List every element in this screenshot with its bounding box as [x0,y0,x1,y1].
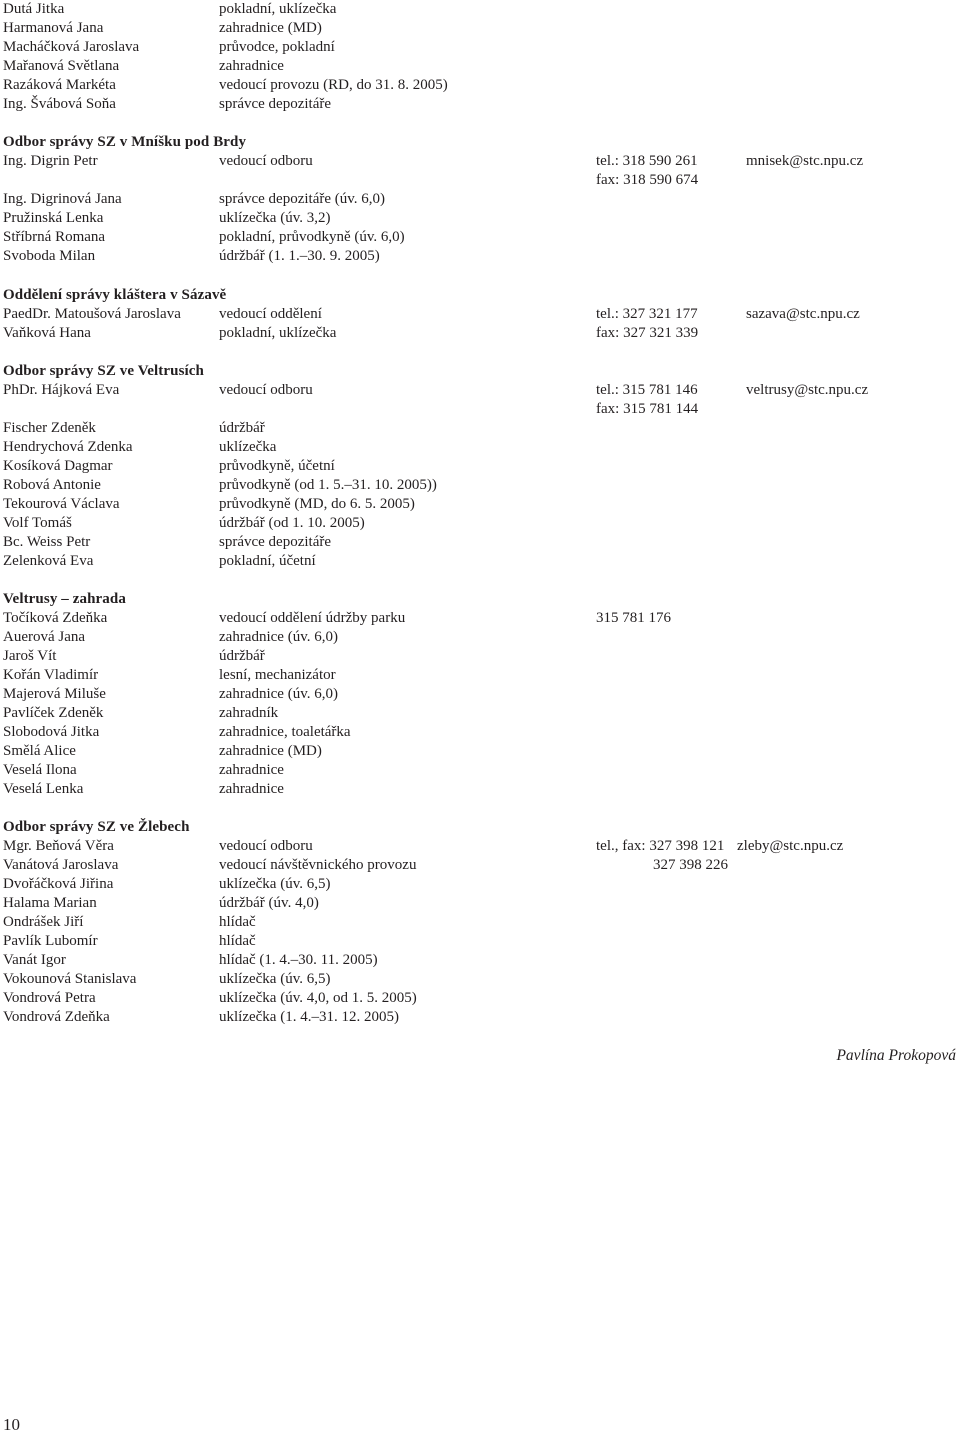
staff-row [3,400,960,419]
staff-row [3,495,960,514]
staff-role: vedoucí oddělení [219,306,322,322]
section-heading: Odbor správy SZ ve Veltrusích [3,363,204,379]
staff-role: údržbář [219,648,265,664]
section-mnisek [3,133,960,266]
staff-name: Vokounová Stanislava [3,971,137,987]
staff-name: Veselá Ilona [3,762,77,778]
staff-role: uklízečka [219,439,277,455]
staff-name: Mařanová Světlana [3,58,120,74]
staff-role: vedoucí návštěvnického provozu [219,857,417,873]
staff-name: Svoboda Milan [3,248,96,264]
staff-role: zahradnice (úv. 6,0) [219,686,338,702]
staff-row [3,761,960,780]
staff-row [3,38,960,57]
staff-name: Halama Marian [3,895,97,911]
staff-email: veltrusy@stc.npu.cz [746,382,869,398]
staff-phone: 327 398 226 [653,857,728,873]
staff-row [3,228,960,247]
staff-row [3,152,960,171]
staff-row [3,190,960,209]
staff-name: Vaňková Hana [3,325,91,341]
staff-role: vedoucí odboru [219,153,313,169]
staff-row [3,457,960,476]
staff-row [3,704,960,723]
staff-row [3,305,960,324]
staff-role: lesní, mechanizátor [219,667,336,683]
staff-role: zahradnice [219,762,284,778]
staff-row [3,419,960,438]
staff-role: správce depozitáře (úv. 6,0) [219,191,386,207]
staff-name: Ondrášek Jiří [3,914,84,930]
staff-row [3,247,960,266]
staff-role: hlídač [219,914,256,930]
staff-phone: tel.: 318 590 261 [596,153,698,169]
staff-row [3,666,960,685]
staff-row [3,628,960,647]
staff-role: zahradnice [219,58,284,74]
staff-name: Stříbrná Romana [3,229,106,245]
staff-fax: fax: 318 590 674 [596,172,699,188]
staff-name: Ing. Digrinová Jana [3,191,122,207]
staff-row [3,742,960,761]
section-heading: Veltrusy – zahrada [3,591,126,607]
staff-role: hlídač (1. 4.–30. 11. 2005) [219,952,378,968]
staff-role: uklízečka (úv. 6,5) [219,876,331,892]
staff-name: Robová Antonie [3,477,101,493]
staff-name: Volf Tomáš [3,515,72,531]
staff-role: uklízečka (úv. 6,5) [219,971,331,987]
staff-role: uklízečka (úv. 3,2) [219,210,331,226]
staff-row [3,970,960,989]
staff-name: Majerová Miluše [3,686,106,702]
staff-role: správce depozitáře [219,534,332,550]
staff-role: pokladní, průvodkyně (úv. 6,0) [219,229,405,245]
staff-row [3,856,960,875]
staff-name: Auerová Jana [3,629,86,645]
staff-name: Mgr. Beňová Věra [3,838,114,854]
staff-row [3,552,960,571]
staff-row [3,1008,960,1027]
staff-phone: tel.: 315 781 146 [596,382,698,398]
staff-email: zleby@stc.npu.cz [737,838,844,854]
staff-role: uklízečka (úv. 4,0, od 1. 5. 2005) [219,990,417,1006]
staff-role: průvodkyně, účetní [219,458,335,474]
staff-role: zahradnice [219,781,284,797]
staff-role: vedoucí provozu (RD, do 31. 8. 2005) [219,77,448,93]
staff-row [3,875,960,894]
staff-name: Kořán Vladimír [3,667,99,683]
staff-role: zahradnice (MD) [219,743,322,759]
staff-role: správce depozitáře [219,96,332,112]
staff-list-intro [3,0,960,114]
staff-role: vedoucí oddělení údržby parku [219,610,406,626]
staff-name: Vondrová Zdeňka [3,1009,110,1025]
staff-row [3,19,960,38]
staff-row [3,324,960,343]
staff-row [3,57,960,76]
staff-role: průvodkyně (MD, do 6. 5. 2005) [219,496,415,512]
staff-role: průvodkyně (od 1. 5.–31. 10. 2005)) [219,477,437,493]
staff-name: Pavlíček Zdeněk [3,705,104,721]
page-number: 10 [3,1415,20,1434]
section-heading: Oddělení správy kláštera v Sázavě [3,287,227,303]
staff-row [3,685,960,704]
staff-name: Pavlík Lubomír [3,933,98,949]
staff-name: Jaroš Vít [3,648,57,664]
staff-role: hlídač [219,933,256,949]
staff-name: Vanátová Jaroslava [3,857,119,873]
staff-row [3,381,960,400]
staff-role: pokladní, uklízečka [219,325,337,341]
staff-name: Veselá Lenka [3,781,84,797]
staff-name: PaedDr. Matoušová Jaroslava [3,306,181,322]
staff-name: Fischer Zdeněk [3,420,96,436]
staff-row [3,913,960,932]
staff-email: mnisek@stc.npu.cz [746,153,864,169]
staff-name: Zelenková Eva [3,553,94,569]
staff-role: údržbář [219,420,265,436]
staff-name: Hendrychová Zdenka [3,439,133,455]
staff-row [3,780,960,799]
staff-name: Bc. Weiss Petr [3,534,91,550]
staff-name: Pružinská Lenka [3,210,104,226]
staff-row [3,609,960,628]
staff-row [3,476,960,495]
staff-name: Macháčková Jaroslava [3,39,140,55]
staff-row [3,989,960,1008]
staff-fax: fax: 327 321 339 [596,325,699,341]
staff-row [3,894,960,913]
section-sazava [3,286,960,343]
section-heading: Odbor správy SZ ve Žlebech [3,819,190,835]
staff-phone-fax: tel., fax: 327 398 121 [596,838,725,854]
staff-name: Vanát Igor [3,952,66,968]
staff-row [3,514,960,533]
author-signature: Pavlína Prokopová [836,1047,956,1064]
staff-row [3,837,960,856]
section-veltrusy [3,362,960,571]
staff-name: Dutá Jitka [3,1,65,17]
staff-name: Smělá Alice [3,743,76,759]
staff-role: uklízečka (1. 4.–31. 12. 2005) [219,1009,399,1025]
staff-name: Kosíková Dagmar [3,458,113,474]
staff-row [3,171,960,190]
staff-name: Ing. Švábová Soňa [3,96,116,112]
staff-row [3,0,960,19]
staff-phone: 315 781 176 [596,610,671,626]
staff-role: pokladní, uklízečka [219,1,337,17]
staff-name: Vondrová Petra [3,990,96,1006]
staff-name: Dvořáčková Jiřina [3,876,114,892]
staff-role: pokladní, účetní [219,553,316,569]
staff-role: průvodce, pokladní [219,39,335,55]
staff-row [3,932,960,951]
section-veltrusy-zahrada [3,590,960,799]
staff-role: vedoucí odboru [219,382,313,398]
staff-role: zahradnice (MD) [219,20,322,36]
staff-name: Harmanová Jana [3,20,104,36]
staff-role: vedoucí odboru [219,838,313,854]
staff-name: Ing. Digrin Petr [3,153,98,169]
staff-role: údržbář (úv. 4,0) [219,895,319,911]
staff-row [3,533,960,552]
section-heading: Odbor správy SZ v Mníšku pod Brdy [3,134,247,150]
staff-row [3,209,960,228]
staff-name: Točíková Zdeňka [3,610,108,626]
staff-row [3,438,960,457]
staff-role: zahradnice (úv. 6,0) [219,629,338,645]
staff-name: PhDr. Hájková Eva [3,382,120,398]
staff-name: Tekourová Václava [3,496,120,512]
staff-email: sazava@stc.npu.cz [746,306,860,322]
staff-name: Slobodová Jitka [3,724,100,740]
staff-row [3,76,960,95]
staff-row [3,647,960,666]
staff-row [3,951,960,970]
staff-role: údržbář (1. 1.–30. 9. 2005) [219,248,380,264]
staff-role: zahradnice, toaletářka [219,724,351,740]
staff-row [3,95,960,114]
staff-fax: fax: 315 781 144 [596,401,699,417]
staff-role: údržbář (od 1. 10. 2005) [219,515,365,531]
section-zleby [3,818,960,1027]
staff-name: Razáková Markéta [3,77,116,93]
staff-row [3,723,960,742]
staff-role: zahradník [219,705,279,721]
staff-phone: tel.: 327 321 177 [596,306,698,322]
